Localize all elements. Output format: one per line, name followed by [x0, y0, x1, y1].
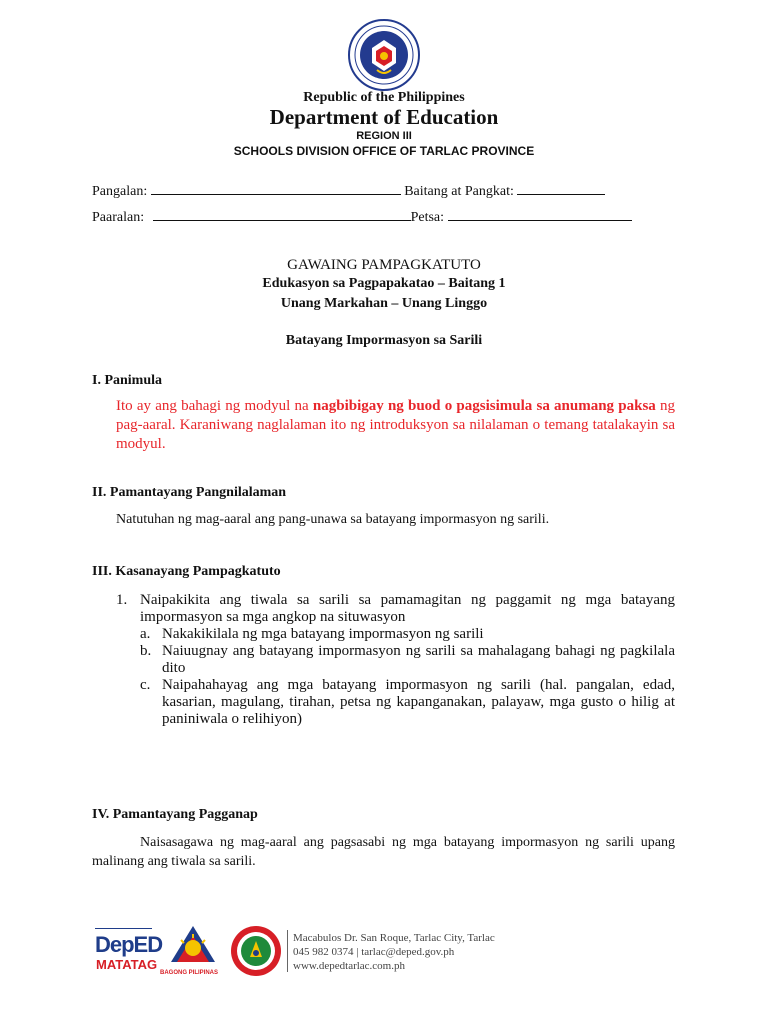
section-4-heading: IV. Pamantayang Pagganap: [92, 807, 258, 822]
date-label: Petsa:: [410, 210, 445, 225]
deped-seal-logo: [347, 18, 421, 92]
footer-vertical-divider: [287, 930, 288, 972]
list-item-b: b. Naiuugnay ang batayang impormasyon ng sarili sa mahalagang bahagi ng pagkilala dito: [140, 643, 675, 676]
bagong-pilipinas-logo: [165, 922, 221, 970]
subject-title: Edukasyon sa Pagpapakatao – Baitang 1: [262, 276, 506, 291]
bagong-pilipinas-label: BAGONG PILIPINAS: [160, 970, 219, 976]
section-4-text: Naisasagawa ng mag-aaral ang pagsasabi ng mga batayang impormasyon ng sarili upang malinang ang tiwala sa sarili.: [92, 835, 675, 869]
school-label: Paaralan:: [92, 210, 145, 225]
date-field[interactable]: [448, 206, 632, 221]
list-item-1: 1. Naipakikita ang tiwala sa sarili sa pamamagitan ng paggamit ng mga batayang impormasyon sa mga angkop na situwasyon: [116, 592, 675, 625]
form-row-2: [92, 206, 632, 226]
list-item-c: c. Naipahahayag ang mga batayang impormasyon ng sarili (hal. pangalan, edad, kasarian, magulang, tirahan, petsa ng kapanganakan, palayaw, mga gusto o hilig at paniniwala o relihiyon): [140, 677, 675, 727]
grade-label: Baitang at Pangkat:: [404, 184, 514, 199]
region-line: REGION III: [356, 130, 412, 142]
footer-divider-top: [95, 928, 152, 929]
footer-address: Macabulos Dr. San Roque, Tarlac City, Tarlac: [293, 932, 495, 944]
section-3-heading: III. Kasanayang Pampagkatuto: [92, 564, 281, 579]
department-title: Department of Education: [269, 105, 499, 129]
division-seal-logo: [230, 925, 282, 977]
topic-title: Batayang Impormasyon sa Sarili: [285, 333, 483, 348]
division-line: SCHOOLS DIVISION OFFICE OF TARLAC PROVINCE: [233, 144, 535, 158]
footer-website: www.depedtarlac.com.ph: [293, 960, 405, 972]
republic-line: Republic of the Philippines: [303, 90, 465, 105]
grade-field[interactable]: [517, 180, 605, 195]
section-2-text: Natutuhan ng mag-aaral ang pang-unawa sa batayang impormasyon ng sarili.: [116, 512, 550, 527]
quarter-title: Unang Markahan – Unang Linggo: [280, 296, 488, 311]
activity-title: GAWAING PAMPAGKATUTO: [287, 257, 481, 273]
section-1-heading: I. Panimula: [92, 373, 163, 388]
footer-contact: 045 982 0374 | tarlac@deped.gov.ph: [293, 946, 455, 958]
deped-logo: DepED: [95, 932, 163, 957]
form-row-1: [92, 180, 605, 200]
list-item-a: a. Nakakikilala ng mga batayang impormasyon ng sarili: [140, 626, 484, 642]
section-1-text: Ito ay ang bahagi ng modyul na nagbibigay ng buod o pagsisimula sa anumang paksa ng pag-aaral. Karaniwang naglalaman ito ng introduksyon sa nilalaman o temang tatalakayin sa modyul.: [116, 398, 675, 452]
matatag-logo: MATATAG: [96, 957, 158, 972]
section-2-heading: II. Pamantayang Pangnilalaman: [92, 485, 287, 500]
name-field[interactable]: [151, 180, 401, 195]
school-field[interactable]: [153, 206, 411, 221]
name-label: Pangalan:: [92, 184, 148, 199]
